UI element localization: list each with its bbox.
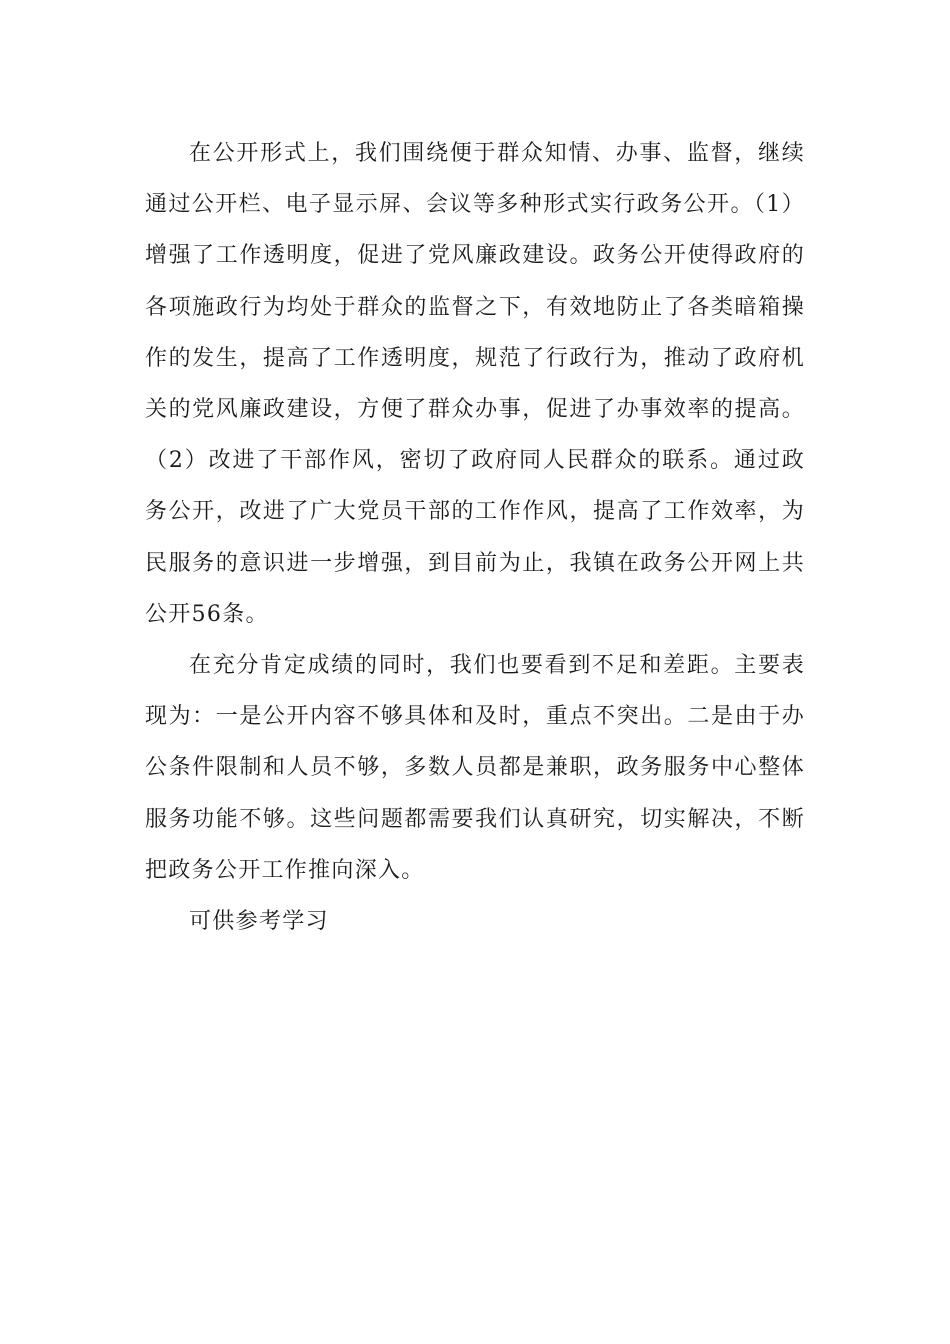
paragraph-disclosure-forms: 在公开形式上，我们围绕便于群众知情、办事、监督，继续通过公开栏、电子显示屏、会议等多种形式实行政务公开。（1）增强了工作透明度，促进了党风廉政建设。政务公开使得政府的各项施政行为均处于群众的监督之下，有效地防止了各类暗箱操作的发生，提高了工作透明度，规范了行政行为，推动了政府机关的党风廉政建设，方便了群众办事，促进了办事效率的提高。（2）改进了干部作风，密切了政府同人民群众的联系。通过政务公开，改进了广大党员干部的工作作风，提高了工作效率，为民服务的意识进一步增强，到目前为止，我镇在政务公开网上共公开56条。 [145,141,805,627]
paragraph-shortcomings: 在充分肯定成绩的同时，我们也要看到不足和差距。主要表现为：一是公开内容不够具体和及时，重点不突出。二是由于办公条件限制和人员不够，多数人员都是兼职，政务服务中心整体服务功能不够。这些问题都需要我们认真研究，切实解决，不断把政务公开工作推向深入。 [145,653,805,883]
paragraph-reference-note: 可供参考学习 [189,909,329,935]
document-body [145,128,805,947]
